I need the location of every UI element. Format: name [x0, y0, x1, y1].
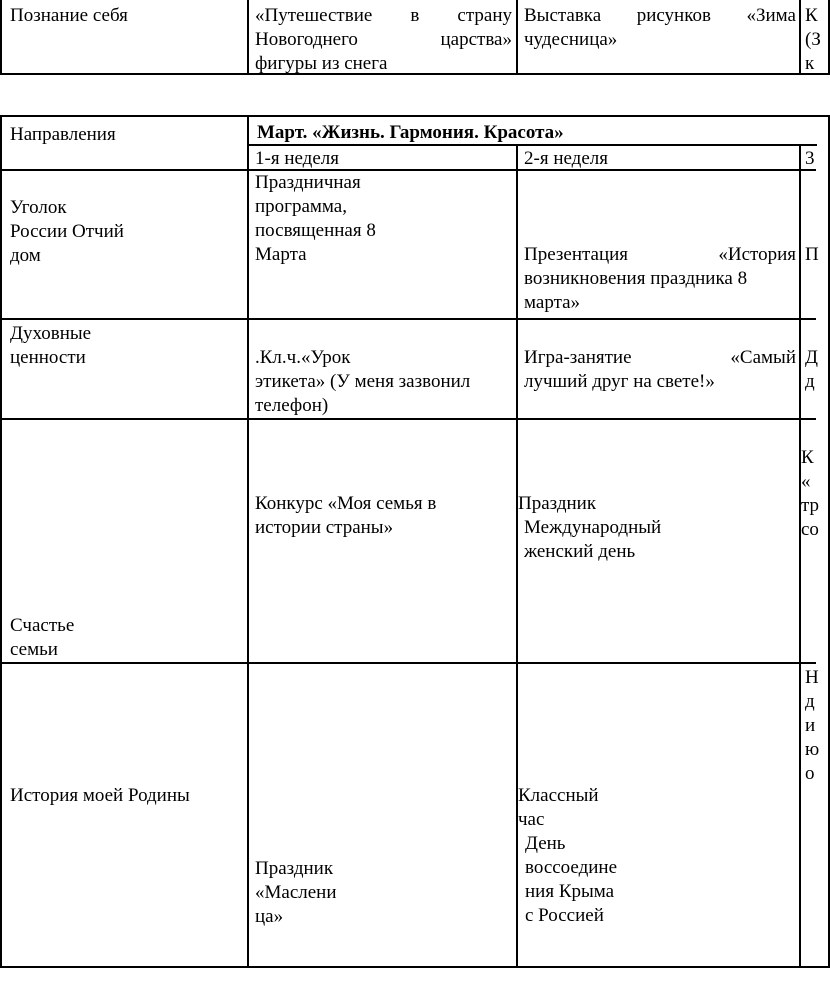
header-week-1: 1-я неделя: [255, 148, 339, 169]
header-week-3: 3: [805, 148, 815, 169]
row-direction: История моей Родины: [10, 785, 190, 806]
cell-clipped-week3: К (З к: [805, 5, 821, 74]
row-week2-cell: Классный час День воссоедине ния Крыма с Россией: [518, 785, 618, 926]
row-week3-cell: П: [805, 244, 819, 265]
cell-new-year-journey: «Путешествие в страну Новогоднего царства» фигуры из снега: [255, 5, 512, 74]
header-week-2: 2-я неделя: [524, 148, 608, 169]
previous-table-divider: [516, 0, 518, 74]
table-divider: [0, 418, 816, 420]
row-week3-cell: Д д: [805, 347, 818, 392]
row-direction: Уголок России Отчий дом: [10, 197, 124, 266]
table-divider: [247, 117, 249, 966]
row-week2-cell: Презентация «История возникновения праздника 8 марта»: [524, 244, 796, 313]
previous-table-divider: [247, 0, 249, 74]
table-divider: [0, 169, 816, 171]
row-week3-cell: Н д и ю о: [805, 667, 820, 784]
row-week2-cell: Игра-занятие «Самый лучший друг на свете!»: [524, 347, 796, 392]
table-divider: [0, 662, 816, 664]
row-week1-cell: .Кл.ч.«Урок этикета» (У меня зазвонил телефон): [255, 347, 471, 416]
row-week2-cell: Праздник Международный женский день: [518, 493, 662, 562]
cell-self-knowledge: Познание себя: [10, 5, 128, 26]
previous-table-divider: [799, 0, 801, 74]
table-divider: [799, 145, 801, 966]
row-week1-cell: Праздник «Маслени ца»: [255, 858, 337, 927]
header-directions: Направления: [10, 124, 116, 145]
row-week3-cell: К « тр со: [801, 447, 820, 540]
table-divider: [0, 318, 816, 320]
header-month-title: Март. «Жизнь. Гармония. Красота»: [257, 122, 564, 143]
row-week1-cell: Праздничная программа, посвященная 8 Марта: [255, 172, 376, 265]
row-week1-cell: Конкурс «Моя семья в истории страны»: [255, 493, 437, 538]
row-direction: Духовные ценности: [10, 323, 92, 368]
row-direction: Счастье семьи: [10, 615, 75, 660]
cell-winter-drawings: Выставка рисунков «Зима чудесница»: [524, 5, 796, 50]
